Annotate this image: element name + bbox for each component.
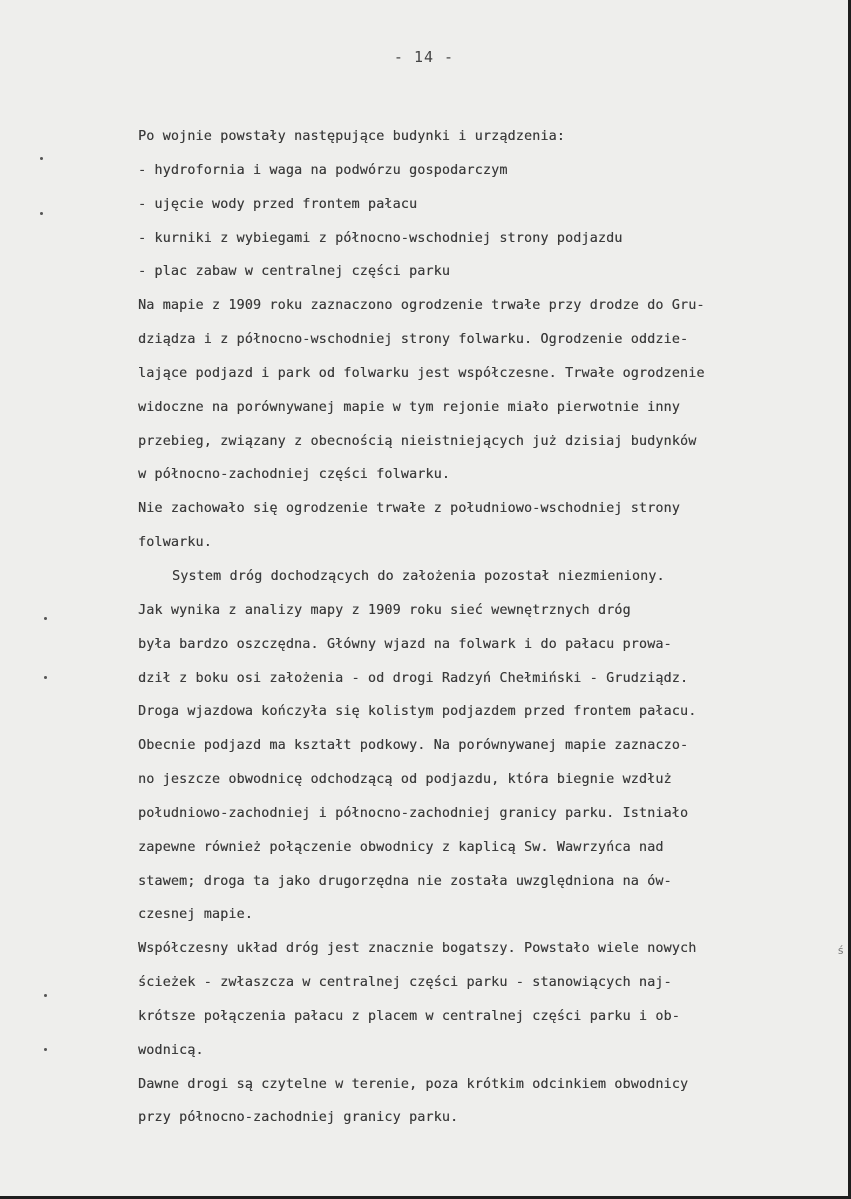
margin-dot [40, 212, 43, 215]
text-line: Jak wynika z analizy mapy z 1909 roku sieć wewnętrznych dróg [138, 602, 631, 618]
text-line: południowo-zachodniej i północno-zachodniej granicy parku. Istniało [138, 805, 689, 821]
body-text [138, 120, 838, 1135]
text-line: Po wojnie powstały następujące budynki i urządzenia: [138, 129, 566, 144]
text-line: przy północno-zachodniej granicy parku. [138, 1110, 459, 1126]
text-line: Dawne drogi są czytelne w terenie, poza krótkim odcinkiem obwodnicy [138, 1076, 689, 1092]
margin-dot [44, 617, 47, 620]
text-line: folwarku. [138, 535, 212, 551]
text-line: Droga wjazdowa kończyła się kolistym podjazdem przed frontem pałacu. [138, 704, 697, 720]
text-line: - ujęcie wody przed frontem pałacu [138, 196, 418, 212]
text-line: dziądza i z północno-wschodniej strony folwarku. Ogrodzenie oddzie- [138, 332, 689, 348]
text-line: czesnej mapie. [138, 907, 253, 923]
text-line: lające podjazd i park od folwarku jest współczesne. Trwałe ogrodzenie [138, 365, 705, 381]
margin-dot [44, 676, 47, 679]
page-number: - 14 - [393, 48, 455, 66]
text-line: no jeszcze obwodnicę odchodzącą od podjazdu, która biegnie wzdłuż [138, 772, 672, 788]
text-line: widoczne na porównywanej mapie w tym rejonie miało pierwotnie inny [138, 399, 680, 415]
text-line: Obecnie podjazd ma kształt podkowy. Na porównywanej mapie zaznaczo- [138, 738, 689, 754]
text-line: ścieżek - zwłaszcza w centralnej części parku - stanowiących naj- [138, 975, 672, 991]
text-line: Na mapie z 1909 roku zaznaczono ogrodzenie trwałe przy drodze do Gru- [138, 298, 705, 314]
text-line: przebieg, związany z obecnością nieistniejących już dzisiaj budynków [138, 433, 697, 449]
text-line: Nie zachowało się ogrodzenie trwałe z południowo-wschodniej strony [138, 501, 680, 517]
text-line: stawem; droga ta jako drugorzędna nie została uwzględniona na ów- [138, 873, 672, 889]
text-line: dził z boku osi założenia - od drogi Radzyń Chełmiński - Grudziądz. [138, 670, 689, 686]
text-line: - plac zabaw w centralnej części parku [138, 264, 451, 280]
text-line: Współczesny układ dróg jest znacznie bogatszy. Powstało wiele nowych [138, 941, 697, 957]
text-line: - hydrofornia i waga na podwórzu gospodarczym [138, 162, 508, 178]
text-line: System dróg dochodzących do założenia pozostał niezmieniony. [172, 568, 665, 584]
margin-dot [40, 157, 43, 160]
text-line: krótsze połączenia pałacu z placem w centralnej części parku i ob- [138, 1008, 680, 1024]
margin-dot [44, 994, 47, 997]
margin-dot [44, 1048, 47, 1051]
text-line: zapewne również połączenie obwodnicy z kaplicą Sw. Wawrzyńca nad [138, 839, 664, 855]
text-line: była bardzo oszczędna. Główny wjazd na folwark i do pałacu prowa- [138, 636, 672, 652]
text-line: - kurniki z wybiegami z północno-wschodniej strony podjazdu [138, 230, 623, 246]
margin-mark: ś [837, 944, 844, 957]
text-line: wodnicą. [138, 1042, 204, 1058]
text-line: w północno-zachodniej części folwarku. [138, 467, 451, 483]
